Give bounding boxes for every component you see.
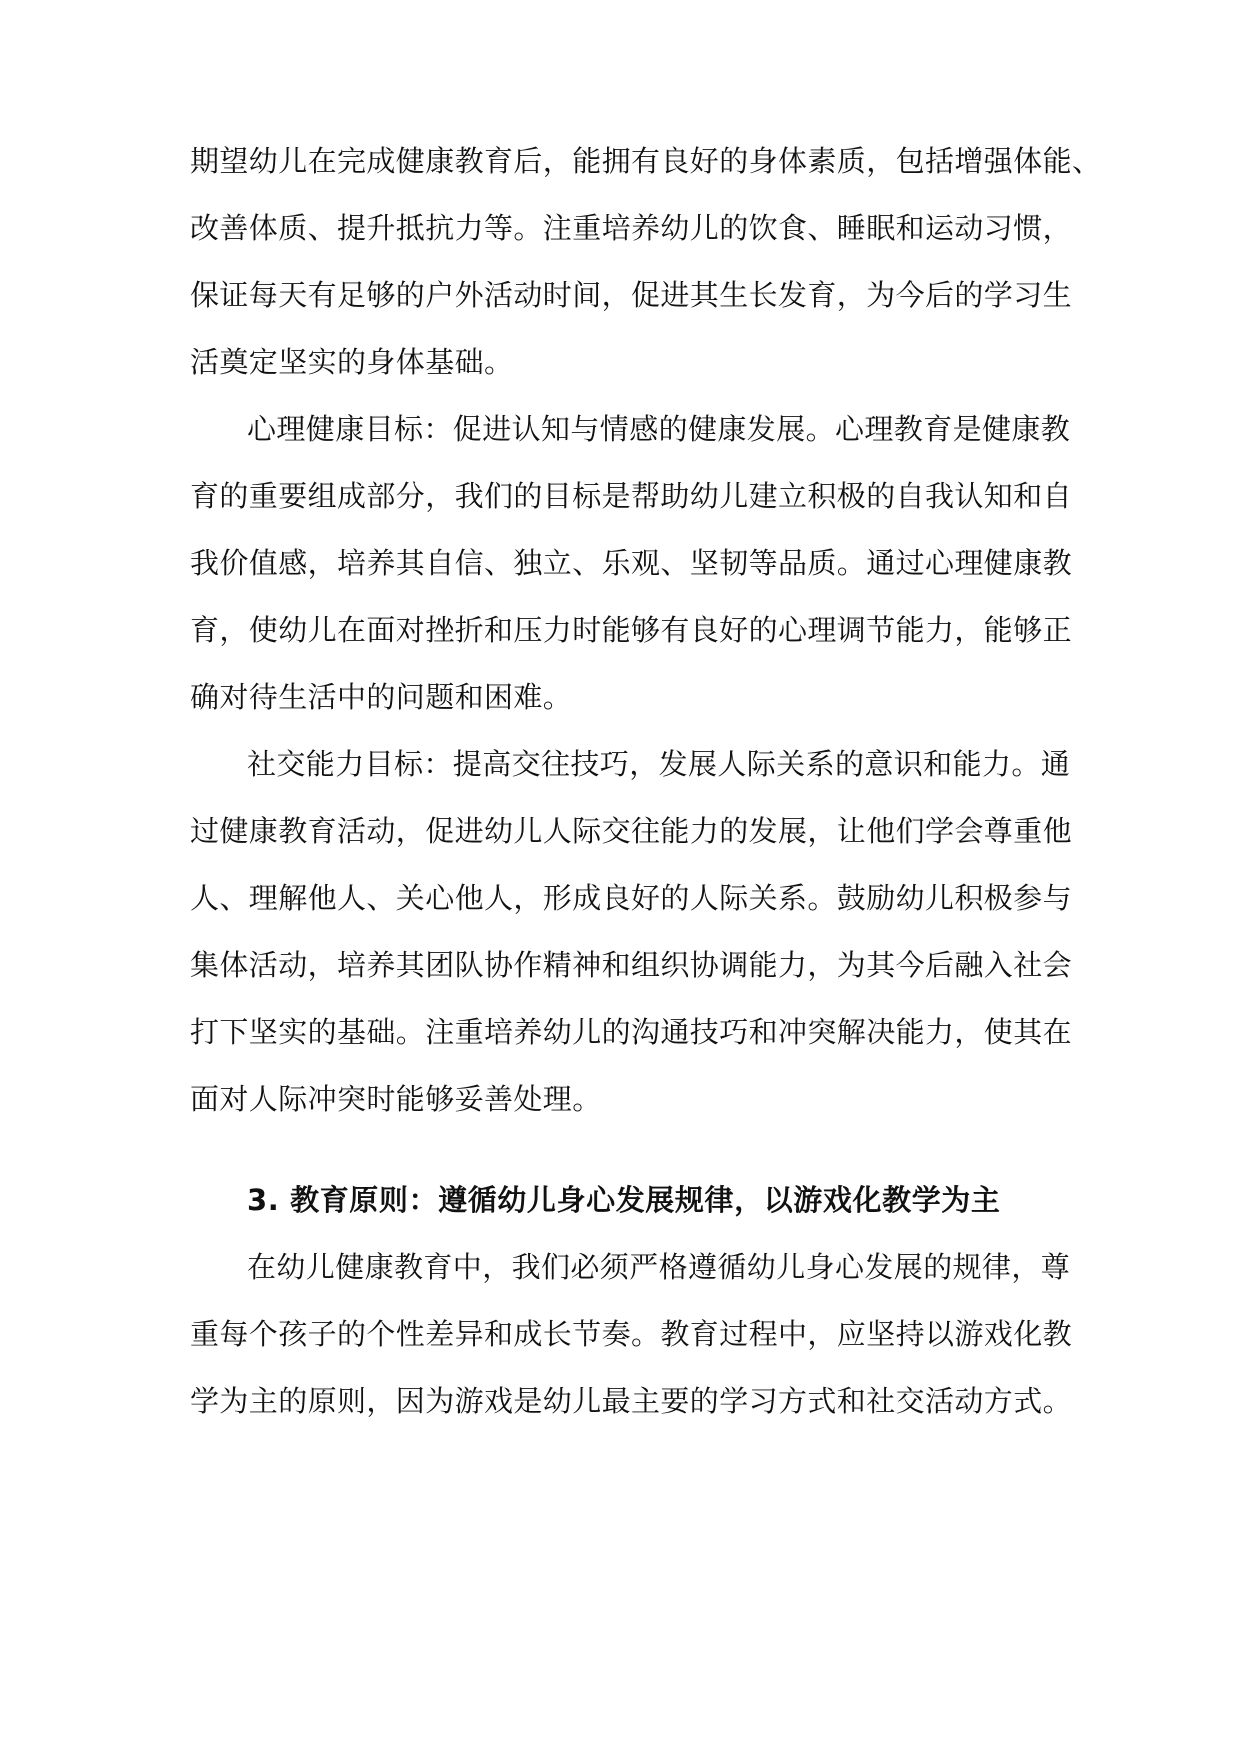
paragraph-4-line-1: 在幼儿健康教育中，我们必须严格遵循幼儿身心发展的规律，尊 [247, 1250, 1071, 1284]
paragraph-2-line-3: 我价值感，培养其自信、独立、乐观、坚韧等品质。通过心理健康教 [190, 546, 1073, 580]
paragraph-2-line-2: 育的重要组成部分，我们的目标是帮助幼儿建立积极的自我认知和自 [190, 479, 1073, 513]
paragraph-1-line-1: 期望幼儿在完成健康教育后，能拥有良好的身体素质，包括增强体能、 [190, 144, 1102, 178]
paragraph-2-line-1: 心理健康目标：促进认知与情感的健康发展。心理教育是健康教 [247, 412, 1071, 446]
paragraph-3-line-5: 打下坚实的基础。注重培养幼儿的沟通技巧和冲突解决能力，使其在 [190, 1015, 1073, 1049]
paragraph-3-line-1: 社交能力目标：提高交往技巧，发展人际关系的意识和能力。通 [247, 747, 1071, 781]
paragraph-1-line-3: 保证每天有足够的户外活动时间，促进其生长发育，为今后的学习生 [190, 278, 1073, 312]
paragraph-2-line-5: 确对待生活中的问题和困难。 [190, 680, 573, 714]
paragraph-4-line-3: 学为主的原则，因为游戏是幼儿最主要的学习方式和社交活动方式。 [190, 1384, 1073, 1418]
paragraph-1-line-2: 改善体质、提升抵抗力等。注重培养幼儿的饮食、睡眠和运动习惯， [190, 211, 1073, 245]
paragraph-2-line-4: 育，使幼儿在面对挫折和压力时能够有良好的心理调节能力，能够正 [190, 613, 1073, 647]
paragraph-3-line-3: 人、理解他人、关心他人，形成良好的人际关系。鼓励幼儿积极参与 [190, 881, 1073, 915]
paragraph-4-line-2: 重每个孩子的个性差异和成长节奏。教育过程中，应坚持以游戏化教 [190, 1317, 1073, 1351]
section-3-heading: 3. 教育原则：遵循幼儿身心发展规律，以游戏化教学为主 [247, 1183, 1001, 1217]
paragraph-1-line-4: 活奠定坚实的身体基础。 [190, 345, 514, 379]
paragraph-3-line-2: 过健康教育活动，促进幼儿人际交往能力的发展，让他们学会尊重他 [190, 814, 1073, 848]
paragraph-3-line-6: 面对人际冲突时能够妥善处理。 [190, 1082, 602, 1116]
paragraph-3-line-4: 集体活动，培养其团队协作精神和组织协调能力，为其今后融入社会 [190, 948, 1073, 982]
